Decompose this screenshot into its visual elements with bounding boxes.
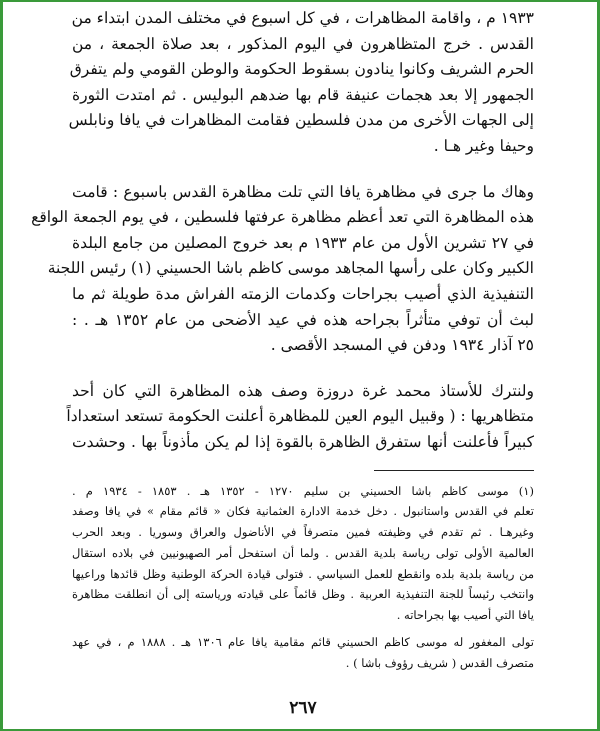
footnote-line: من رياسة بلدية بلده وانقطع للعمل السياسي . فتولى قيادة الحركة الوطنية وظل قائدها وراعيها	[72, 566, 534, 581]
text-line: كبيراً فأعلنت أنها ستفرق الظاهرة بالقوة إذا لم يكن مأذوناً بها . وحشدت	[72, 432, 534, 451]
text-line: الكبير وكان على رأسها المجاهد موسى كاظم باشا الحسيني (١) رئيس اللجنة	[47, 259, 534, 278]
text-line: وحيفا وغير هـا .	[433, 136, 534, 155]
paragraph-gap	[72, 359, 534, 379]
text-line: في ٢٧ تشرين الأول من عام ١٩٣٣ م بعد خروج المصلين من جامع البلدة	[72, 233, 534, 252]
footnote-line: متصرف القدس ( شريف رؤوف باشا ) .	[345, 655, 534, 670]
footnote-separator	[374, 470, 534, 471]
footnote-line: وغيرهـا . ثم تقدم في وظيفته فمين متصرفاً في الأناضول والعراق وسوريا . وبعد الحرب	[72, 525, 534, 540]
paragraph-3	[66, 379, 534, 456]
footnote-line: تعلم في القدس واستانبول . دخل خدمة الادارة العثمانية فكان « قائم مقام » في يافا وصفد	[72, 504, 534, 519]
window-frame-top	[0, 0, 600, 2]
text-line: ١٩٣٣ م ، واقامة المظاهرات ، في كل اسبوع في مختلف المدن ابتداء من	[71, 9, 534, 27]
text-line: ٢٥ آذار ١٩٣٤ ودفن في المسجد الأقصى .	[270, 336, 534, 355]
footnote-line: (١) موسى كاظم باشا الحسيني بن سليم ١٢٧٠ - ١٣٥٢ هـ . ١٨٥٣ - ١٩٣٤ م .	[72, 483, 534, 498]
text-line: متظاهريها : ( وقبيل اليوم العين للمظاهرة أعلنت الحكومة تستعد استعداداً	[66, 407, 534, 426]
text-line: إلى الجهات الأخرى من مدن فلسطين فقامت المظاهرات في يافا ونابلس	[68, 111, 534, 130]
text-line: القدس . خرج المتظاهرون في اليوم المذكور ، بعد صلاة الجمعة ، من	[72, 34, 534, 53]
paragraph-gap	[72, 160, 534, 180]
footnote-line: وانتخب رئيساً للجنة التنفيذية العربية . وظل قائماً على قيادته ورياسته إلى أن انطلقت مظاهرة	[72, 587, 534, 602]
text-line: الجمهور إلا بعد هجمات عنيفة قام بها ضدهم البوليس . ثم امتدت الثورة	[72, 85, 534, 104]
text-line: هذه المظاهرة التي تعد أعظم مظاهرة عرفتها فلسطين ، في يوم الجمعة الواقع	[31, 208, 534, 227]
footnote-line: تولى المغفور له موسى كاظم الحسيني قائم مقامية يافا عام ١٣٠٦ هـ . ١٨٨٨ م ، في عهد	[72, 635, 534, 650]
paragraph-1	[68, 6, 534, 160]
window-frame-left	[0, 0, 3, 731]
footnote-line: يافا التي أصيب بها بجراحاته .	[396, 608, 534, 623]
text-line: لبث أن توفي متأثراً بجراحه هذه في عيد الأضحى من عام ١٣٥٢ هـ . :	[72, 310, 534, 329]
footnote-1	[72, 481, 534, 627]
text-line: التنفيذية الذي أصيب بجراحات وكدمات الزمته الفراش مدة طويلة ثم ما	[72, 284, 534, 303]
text-line: الحرم الشريف وكانوا ينادون بسقوط الحكومة والوطن القومي ولم يتفرق	[69, 60, 534, 79]
footnote-line: العالمية الأولى تولى رياسة بلدية القدس . ولما أن استفحل أمر الصهيونيين في بلاده استقال	[72, 545, 534, 560]
paragraph-2	[31, 180, 534, 359]
footnote-2	[72, 632, 534, 674]
text-line: ولنترك للأستاذ محمد غرة دروزة وصف هذه المظاهرة التي كان أحد	[72, 381, 534, 400]
document-page	[31, 6, 534, 721]
text-line: وهاك ما جرى في مظاهرة يافا التي تلت مظاهرة القدس باسبوع : قامت	[72, 182, 534, 201]
page-number: ٢٦٧	[289, 698, 317, 718]
